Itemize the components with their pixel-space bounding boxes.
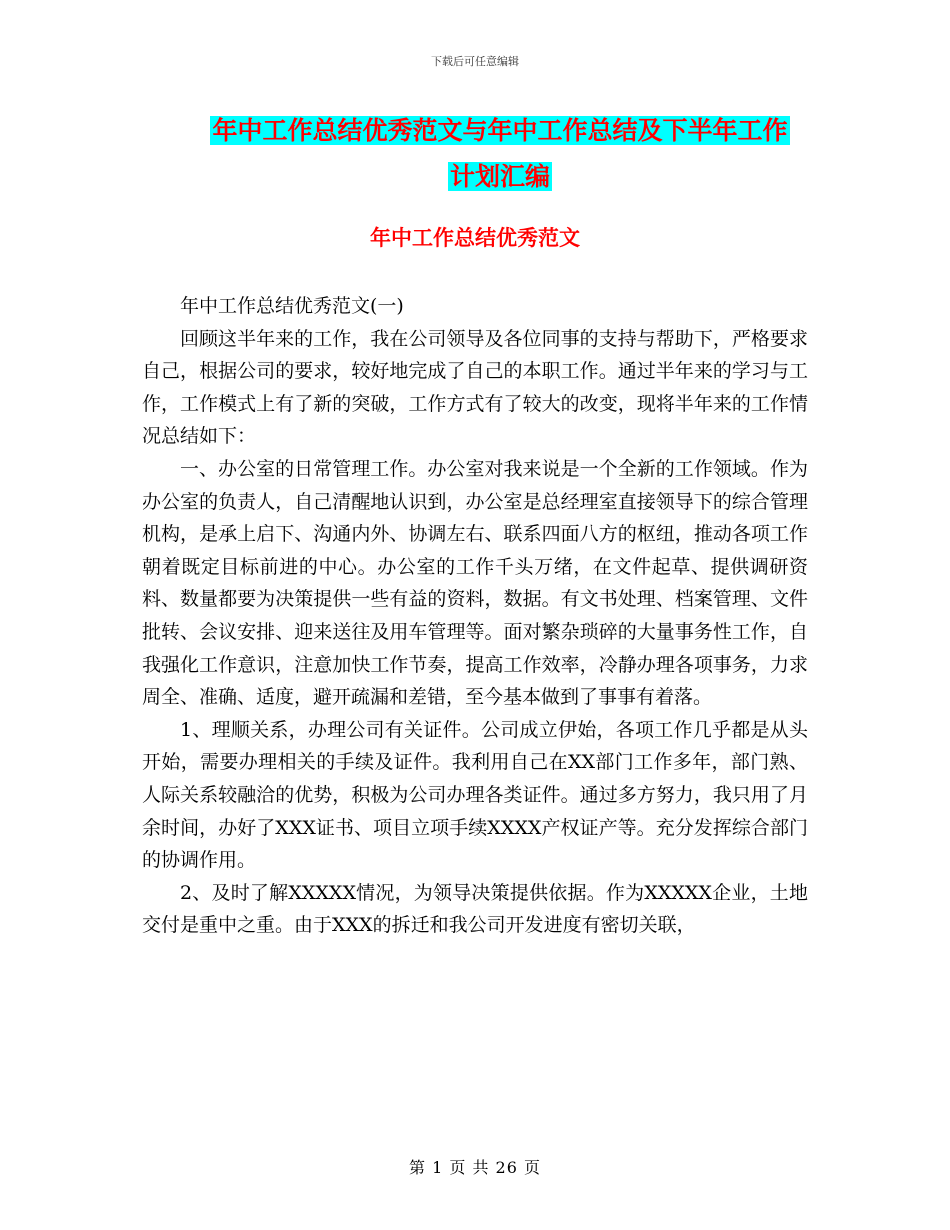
page-number-footer: 第 1 页 共 26 页 bbox=[409, 1158, 541, 1177]
header-note: 下载后可任意编辑 bbox=[431, 55, 519, 68]
document-body bbox=[142, 290, 808, 942]
paragraph: 回顾这半年来的工作，我在公司领导及各位同事的支持与帮助下，严格要求自己，根据公司的要求，较好地完成了自己的本职工作。通过半年来的学习与工作，工作模式上有了新的突破，工作方式有了较大的改变，现将半年来的工作情况总结如下： bbox=[142, 327, 808, 448]
section-title: 年中工作总结优秀范文 bbox=[370, 226, 580, 250]
paragraph-subtitle: 年中工作总结优秀范文(一) bbox=[180, 295, 404, 317]
document-title-line-1: 年中工作总结优秀范文与年中工作总结及下半年工作 bbox=[212, 116, 788, 145]
paragraph: 1、理顺关系，办理公司有关证件。公司成立伊始，各项工作几乎都是从头开始，需要办理相关的手续及证件。我利用自己在XX部门工作多年，部门熟、人际关系较融洽的优势，积极为公司办理各类证件。通过多方努力，我只用了月余时间，办好了XXX证书、项目立项手续XXXX产权证产等。充分发挥综合部门的协调作用。 bbox=[142, 718, 808, 872]
paragraph: 一、办公室的日常管理工作。办公室对我来说是一个全新的工作领域。作为办公室的负责人，自己清醒地认识到，办公室是总经理室直接领导下的综合管理机构，是承上启下、沟通内外、协调左右、联系四面八方的枢纽，推动各项工作朝着既定目标前进的中心。办公室的工作千头万绪，在文件起草、提供调研资料、数量都要为决策提供一些有益的资料，数据。有文书处理、档案管理、文件批转、会议安排、迎来送往及用车管理等。面对繁杂琐碎的大量事务性工作，自我强化工作意识，注意加快工作节奏，提高工作效率，冷静办理各项事务，力求周全、准确、适度，避开疏漏和差错，至今基本做到了事事有着落。 bbox=[142, 457, 808, 709]
document-title-line-2: 计划汇编 bbox=[449, 162, 550, 191]
document-title bbox=[190, 108, 810, 200]
paragraph: 2、及时了解XXXXX情况，为领导决策提供依据。作为XXXXX企业，土地交付是重中之重。由于XXX的拆迁和我公司开发进度有密切关联， bbox=[142, 881, 808, 937]
